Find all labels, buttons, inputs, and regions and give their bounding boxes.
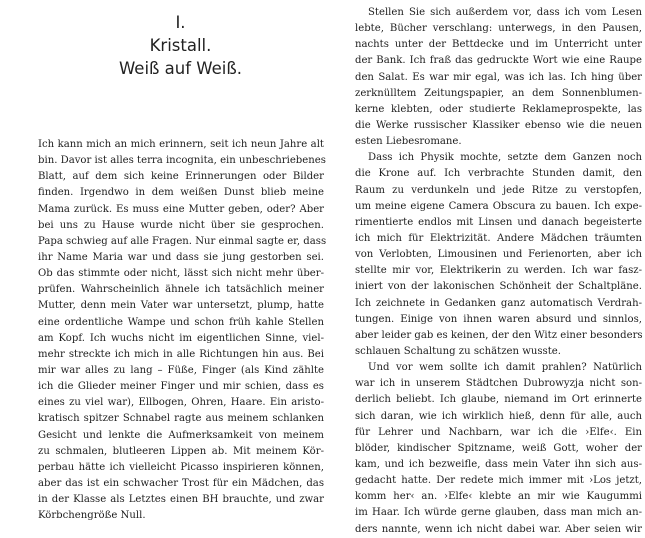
text-line: iniert von der lakonischen Schönheit der Schaltpläne. <box>355 281 642 293</box>
text-line: in der Klasse als Letztes einen BH brauchte, und zwar <box>38 494 324 506</box>
text-line: Ich zeichnete in Gedanken ganz automatisch Verdrah- <box>355 297 642 309</box>
text-line: war ich in unserem Städtchen Dubrowyzja nicht son- <box>355 378 642 390</box>
text-line: perbau hätte ich vielleicht Picasso inspirieren können, <box>38 461 324 473</box>
text-line: prüfen. Wahrscheinlich ähnele ich tatsächlich meiner <box>38 284 324 296</box>
text-line: Dass ich Physik mochte, setzte dem Ganzen noch <box>368 152 642 164</box>
left-page-body <box>38 137 327 524</box>
text-line: für Lehrer und Nachbarn, war ich die ›Elfe‹. Ein <box>355 426 642 438</box>
text-line: Blatt, auf dem sich keine Erinnerungen oder Bilder <box>38 171 324 183</box>
text-line: ders nannte, wenn ich nicht dabei war. Aber seien wir <box>355 523 642 535</box>
text-line: schlauen Schaltung zu schätzen wusste. <box>355 345 561 357</box>
text-line: lebte, Bücher verschlang: unterwegs, in den Pausen, <box>355 23 642 35</box>
text-line: ich die Glieder meiner Finger und mir schien, dass es <box>38 381 324 393</box>
text-line: eines zu viel war), Ellbogen, Ohren, Haare. Ein aristo- <box>38 397 324 409</box>
chapter-number: I. <box>175 13 186 32</box>
text-line: Und vor wem sollte ich damit prahlen? Natürlich <box>368 362 642 374</box>
text-line: der Bank. Ich fraß das gedruckte Wort wie eine Raupe <box>355 55 642 67</box>
text-line: Gesicht und lenkte die Aufmerksamkeit von meinem <box>38 429 324 441</box>
text-line: tungen. Einige von ihnen waren absurd und sinnlos, <box>355 313 642 325</box>
text-line: Stellen Sie sich außerdem vor, dass ich vom Lesen <box>368 7 642 18</box>
text-line: ich mich für Elektrizität. Andere Mädchen träumten <box>355 232 642 244</box>
text-line: Ob das stimmte oder nicht, lässt sich nicht mehr über- <box>38 268 324 280</box>
text-line: kam, und ich bezweifle, dass mein Vater ihn sich aus- <box>355 458 642 470</box>
text-line: bei uns zu Hause wurde nicht über sie gesprochen. <box>38 219 324 231</box>
text-line: sich daran, wie ich wirklich hieß, denn für alle, auch <box>355 410 642 422</box>
text-line: von Verlobten, Limousinen und Ferienorten, aber ich <box>355 249 642 261</box>
right-page-body <box>355 5 642 538</box>
text-line: rimentierte endlos mit Linsen und danach begeisterte <box>355 216 642 228</box>
text-line: blöder, kindischer Spitzname, weiß Gott, woher der <box>355 442 642 454</box>
text-line: mehr streckte ich mich in alle Richtungen hin aus. Bei <box>38 348 324 360</box>
text-line: im Haar. Ich würde gerne glauben, dass man mich an- <box>355 507 642 519</box>
text-line: um meine eigene Camera Obscura zu bauen. Ich expe- <box>355 200 642 212</box>
text-line: die Werke russischer Klassiker ebenso wie die neuen <box>355 119 642 131</box>
text-line: Mutter, denn mein Vater war untersetzt, plump, hatte <box>38 300 324 312</box>
text-line: kratisch spitzer Schnabel ragte aus meinem schlanken <box>38 413 324 425</box>
text-line: finden. Irgendwo in dem weißen Dunst blieb meine <box>38 187 324 199</box>
right-page <box>323 0 645 535</box>
text-line: Papa schwieg auf alle Fragen. Nur einmal sagte er, dass <box>38 235 327 247</box>
text-line: nachts unter der Bettdecke und im Unterricht unter <box>355 39 642 51</box>
text-line: komm her‹ an. ›Elfe‹ klebte an mir wie Kaugummi <box>355 491 642 503</box>
text-line: mir war alles zu lang – Füße, Finger (als Kind zählte <box>38 364 324 376</box>
text-line: gedacht hatte. Der redete mich immer mit ›Los jetzt, <box>355 475 642 487</box>
text-line: Mama zurück. Es muss eine Mutter geben, oder? Aber <box>38 203 324 215</box>
text-line: aber leider gab es keinen, der den Witz einer besonders <box>355 329 643 341</box>
chapter-subtitle: Weiß auf Weiß. <box>118 59 243 78</box>
text-line: aber das ist ein schwacher Trost für ein Mädchen, das <box>38 477 324 489</box>
text-line: ihr Name Maria war und dass sie jung gestorben sei. <box>38 251 324 263</box>
text-line: die Krone auf. Ich verbrachte Stunden damit, den <box>355 168 642 180</box>
left-page <box>0 0 327 522</box>
chapter-heading <box>38 11 323 80</box>
text-line: am Kopf. Ich wuchs nicht im eigentlichen Sinne, viel- <box>38 332 324 344</box>
text-line: den Salat. Es war mir egal, was ich las. Ich hing über <box>355 71 642 83</box>
text-line: eine ordentliche Wampe und schon früh kahle Stellen <box>38 316 324 328</box>
text-line: bin. Davor ist alles terra incognita, ein unbeschriebenes <box>38 155 326 167</box>
text-line: stellte mir vor, Elektrikerin zu werden. Ich war fasz- <box>355 265 642 277</box>
text-line: Raum zu verdunkeln und jede Ritze zu verstopfen, <box>355 184 642 196</box>
text-line: derlich beliebt. Ich glaube, niemand im Ort erinnerte <box>355 394 642 406</box>
text-line: Körbchengröße Null. <box>38 510 146 522</box>
chapter-title: Kristall. <box>149 36 212 55</box>
text-line: zerknülltem Zeitungspapier, an dem Sonnenblumen- <box>355 87 642 99</box>
text-line: zu schmalen, blutleeren Lippen ab. Mit meinem Kör- <box>38 445 324 457</box>
text-line: Ich kann mich an mich erinnern, seit ich neun Jahre alt <box>38 139 324 150</box>
text-line: esten Liebesromane. <box>355 136 462 148</box>
text-line: kerne klebten, oder studierte Reklameprospekte, las <box>355 103 642 115</box>
